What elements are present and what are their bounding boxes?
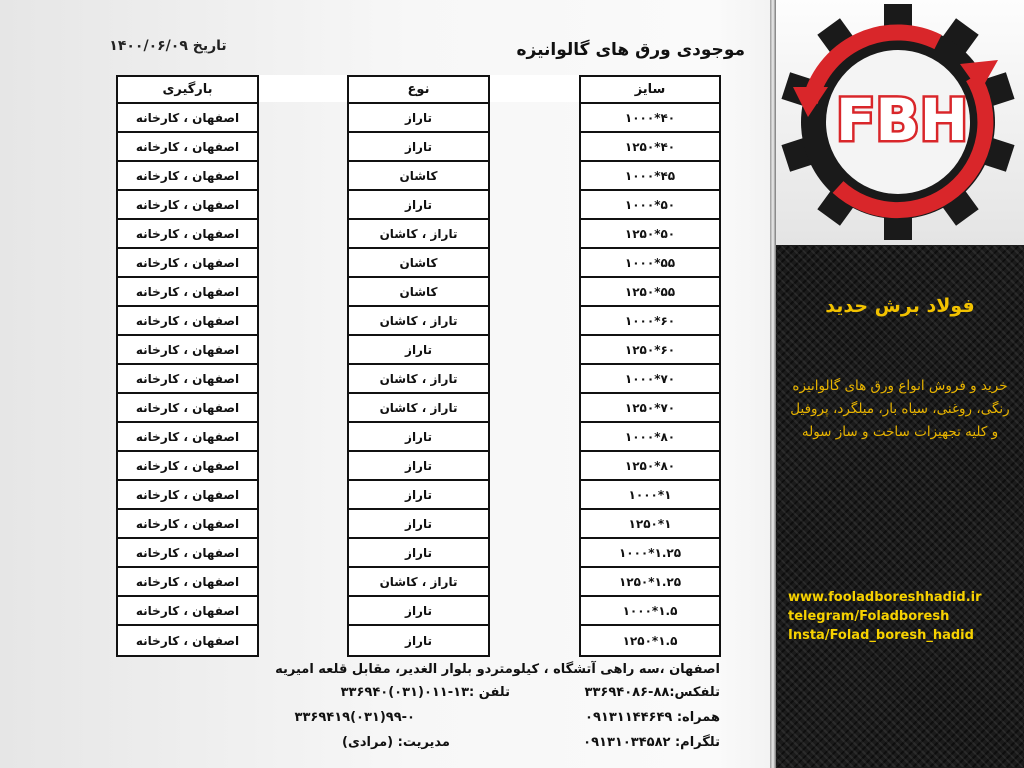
type-cell: تاراز ، کاشان [349, 568, 488, 597]
type-cell: تاراز [349, 423, 488, 452]
type-cell: تاراز [405, 633, 432, 648]
size-cell: ۸۰*۱۰۰۰ [581, 423, 719, 452]
type-column [347, 75, 490, 657]
phone-number-secondary: ۹۹-۰(۰۳۱)۳۳۶۹۴۱۹ [294, 710, 415, 725]
type-header: نوع [349, 77, 488, 104]
shipping-cell: اصفهان ، کارخانه [118, 510, 257, 539]
size-cell: ۱*۱۲۵۰ [581, 510, 719, 539]
shipping-cell: اصفهان ، کارخانه [118, 133, 257, 162]
type-cell: تاراز ، کاشان [349, 307, 488, 336]
telegram-link[interactable]: telegram/Foladboresh [788, 609, 950, 624]
shipping-cell: اصفهان ، کارخانه [118, 336, 257, 365]
size-cell: ۴۰*۱۲۵۰ [581, 133, 719, 162]
type-cell: تاراز [349, 104, 488, 133]
type-cell: کاشان [349, 162, 488, 191]
contact-info [240, 660, 720, 768]
logo-text: FBH [835, 86, 969, 154]
size-cell: ۵۰*۱۲۵۰ [581, 220, 719, 249]
shipping-cell: اصفهان ، کارخانه [118, 394, 257, 423]
sidebar [776, 0, 1024, 768]
type-cell: تاراز [349, 510, 488, 539]
type-cell: کاشان [349, 249, 488, 278]
gear-logo-icon [776, 0, 1024, 245]
shipping-cell: اصفهان ، کارخانه [118, 452, 257, 481]
shipping-cell: اصفهان ، کارخانه [118, 307, 257, 336]
shipping-column [116, 75, 259, 657]
size-cell: ۵۰*۱۰۰۰ [581, 191, 719, 220]
contact-links [788, 588, 1024, 645]
page-title: موجودی ورق های گالوانیزه [516, 40, 745, 60]
size-cell: ۱.۵*۱۲۵۰ [622, 633, 678, 648]
mobile-number: همراه: ۰۹۱۳۱۱۴۴۶۴۹ [585, 710, 720, 725]
size-column [579, 75, 721, 657]
shipping-cell: اصفهان ، کارخانه [118, 423, 257, 452]
size-cell: ۱.۵*۱۰۰۰ [581, 597, 719, 626]
shipping-header: بارگیری [118, 77, 257, 104]
type-cell: تاراز ، کاشان [349, 394, 488, 423]
size-cell: ۶۰*۱۰۰۰ [581, 307, 719, 336]
fax-number: تلفکس:۸۸-۳۳۶۹۴۰۸۶ [584, 685, 720, 700]
size-cell: ۴۵*۱۰۰۰ [581, 162, 719, 191]
shipping-cell: اصفهان ، کارخانه [118, 481, 257, 510]
shipping-cell: اصفهان ، کارخانه [118, 568, 257, 597]
size-cell: ۱*۱۰۰۰ [581, 481, 719, 510]
address: اصفهان ،سه راهی آتشگاه ، کیلومتردو بلوار الغدیر، مقابل قلعه امیریه [275, 662, 720, 677]
size-cell: ۵۵*۱۲۵۰ [581, 278, 719, 307]
telegram-number: تلگرام: ۰۹۱۳۱۰۳۴۵۸۲ [583, 735, 720, 750]
company-description: خرید و فروش انواع ورق های گالوانیزه رنگی، روغنی، سیاه بار، میلگرد، پروفیل و کلیه تجهیزات ساخت و ساز سوله [790, 378, 1010, 440]
type-cell: تاراز [349, 481, 488, 510]
size-cell: ۷۰*۱۲۵۰ [581, 394, 719, 423]
shipping-cell: اصفهان ، کارخانه [118, 191, 257, 220]
shipping-cell: اصفهان ، کارخانه [118, 162, 257, 191]
date-label: تاریخ ۱۴۰۰/۰۶/۰۹ [109, 38, 227, 54]
type-cell: تاراز [349, 597, 488, 626]
size-cell: ۷۰*۱۰۰۰ [581, 365, 719, 394]
shipping-cell: اصفهان ، کارخانه [118, 278, 257, 307]
size-header: سایز [581, 77, 719, 104]
type-cell: تاراز ، کاشان [349, 220, 488, 249]
shipping-cell: اصفهان ، کارخانه [118, 249, 257, 278]
manager-name: مدیریت: (مرادی) [342, 735, 450, 750]
type-cell: کاشان [349, 278, 488, 307]
size-cell: ۱.۲۵*۱۲۵۰ [581, 568, 719, 597]
shipping-cell: اصفهان ، کارخانه [118, 104, 257, 133]
phone-number: تلفن :۱۳-۰۱۱(۰۳۱)۳۳۶۹۴۰ [340, 685, 510, 700]
size-cell: ۴۰*۱۰۰۰ [581, 104, 719, 133]
type-cell: تاراز [349, 191, 488, 220]
shipping-cell: اصفهان ، کارخانه [118, 539, 257, 568]
shipping-cell: اصفهان ، کارخانه [135, 633, 240, 648]
logo-panel [776, 0, 1024, 245]
size-cell: ۸۰*۱۲۵۰ [581, 452, 719, 481]
size-cell: ۶۰*۱۲۵۰ [581, 336, 719, 365]
type-cell: تاراز [349, 452, 488, 481]
type-cell: تاراز [349, 539, 488, 568]
website-link[interactable]: www.fooladboreshhadid.ir [788, 590, 982, 605]
shipping-cell: اصفهان ، کارخانه [118, 220, 257, 249]
shipping-cell: اصفهان ، کارخانه [118, 597, 257, 626]
type-cell: تاراز ، کاشان [349, 365, 488, 394]
header-spacer [490, 75, 579, 102]
instagram-link[interactable]: Insta/Folad_boresh_hadid [788, 628, 974, 643]
size-cell: ۵۵*۱۰۰۰ [581, 249, 719, 278]
type-cell: تاراز [349, 336, 488, 365]
shipping-cell: اصفهان ، کارخانه [118, 365, 257, 394]
size-cell: ۱.۲۵*۱۰۰۰ [581, 539, 719, 568]
header-spacer [259, 75, 347, 102]
company-name: فولاد برش حدید [825, 295, 975, 317]
type-cell: تاراز [349, 133, 488, 162]
